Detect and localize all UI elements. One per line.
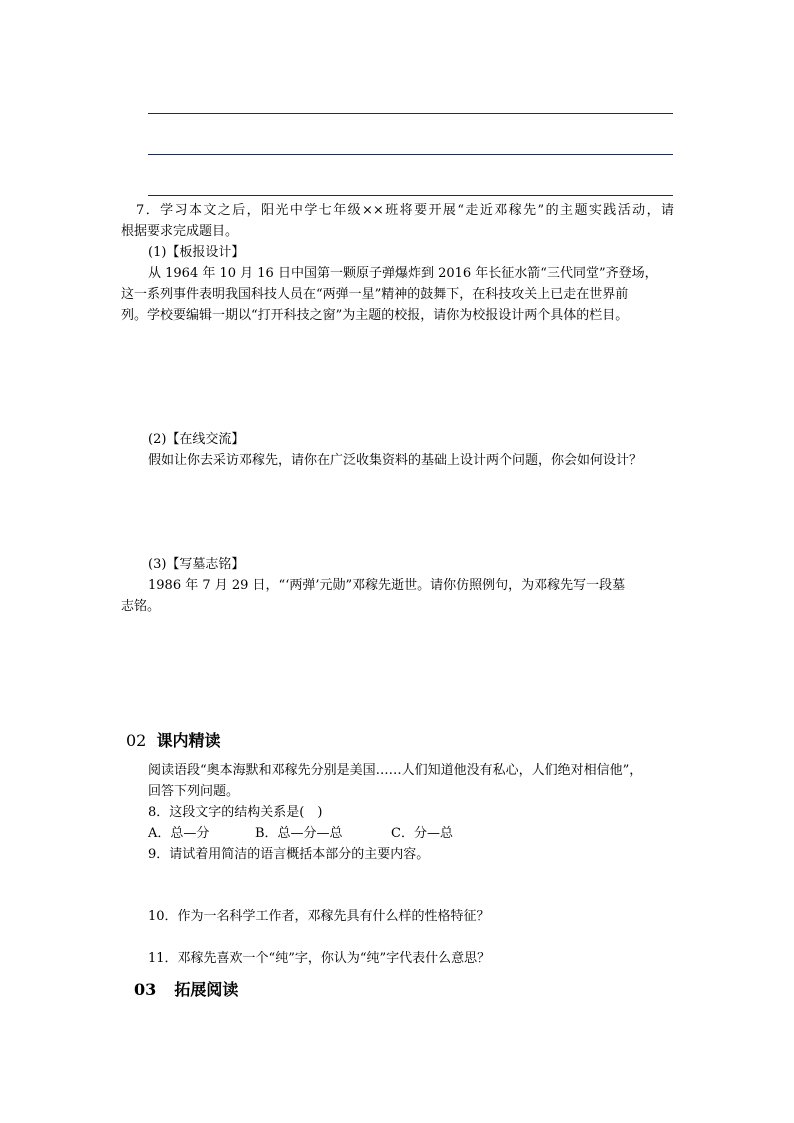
q7-part2-line-1: 假如让你去采访邓稼先，请你在广泛收集资料的基础上设计两个问题，你会如何设计？: [148, 453, 643, 468]
section-title: 拓展阅读: [174, 980, 239, 999]
q7-part2-label: (2)【在线交流】: [148, 432, 245, 447]
section-number: 03: [134, 980, 157, 999]
section-number: 02: [126, 731, 147, 750]
answer-line-3: [148, 195, 673, 196]
q7-part1-label: (1)【板报设计】: [148, 245, 245, 260]
q10-stem: 10．作为一名科学工作者，邓稼先具有什么样的性格特征？: [148, 909, 490, 924]
q11-stem: 11．邓稼先喜欢一个“纯”字，你认为“纯”字代表什么意思？: [148, 951, 491, 966]
q8-option-a: A．总—分: [148, 826, 210, 841]
q9-stem: 9．请试着用简洁的语言概括本部分的主要内容。: [148, 847, 430, 862]
section-title: 课内精读: [156, 731, 221, 750]
q7-part1-line-3: 列。学校要编辑一期以“打开科技之窗”为主题的校报，请你为校报设计两个具体的栏目。: [121, 308, 629, 323]
q7-part3-line-1: 1986 年 7 月 29 日，“‘两弹’元勋”邓稼先逝世。请你仿照例句，为邓稼先写一段墓: [148, 578, 626, 593]
q8-option-c: C．分—总: [391, 826, 453, 841]
q7-stem-line-2: 根据要求完成题目。: [121, 224, 239, 239]
section-header-03: [134, 982, 238, 998]
q7-part3-label: (3)【写墓志铭】: [148, 557, 245, 572]
q7-part3-line-2: 志铭。: [121, 599, 161, 614]
q7-part1-line-2: 这一系列事件表明我国科技人员在“两弹一星”精神的鼓舞下，在科技攻关上已走在世界前: [121, 287, 629, 302]
section2-intro-line-2: 回答下列问题。: [148, 784, 240, 799]
section-header-02: [126, 733, 221, 749]
answer-line-2: [148, 154, 673, 155]
q8-stem-text: 8．这段文字的结构关系是( ): [148, 805, 323, 820]
q7-part1-line-1: 从 1964 年 10 月 16 日中国第一颗原子弹爆炸到 2016 年长征水箭“三代同堂”齐登场，: [148, 266, 658, 281]
q8-option-b: B．总—分—总: [255, 826, 343, 841]
answer-line-1: [148, 113, 673, 114]
section2-intro-line-1: 阅读语段“奥本海默和邓稼先分别是美国……人们知道他没有私心，人们绝对相信他”，: [148, 763, 643, 778]
q7-stem-line-1: 7．学习本文之后，阳光中学七年级××班将要开展“走近邓稼先”的主题实践活动，请: [136, 203, 674, 218]
q8-stem: [148, 806, 322, 819]
